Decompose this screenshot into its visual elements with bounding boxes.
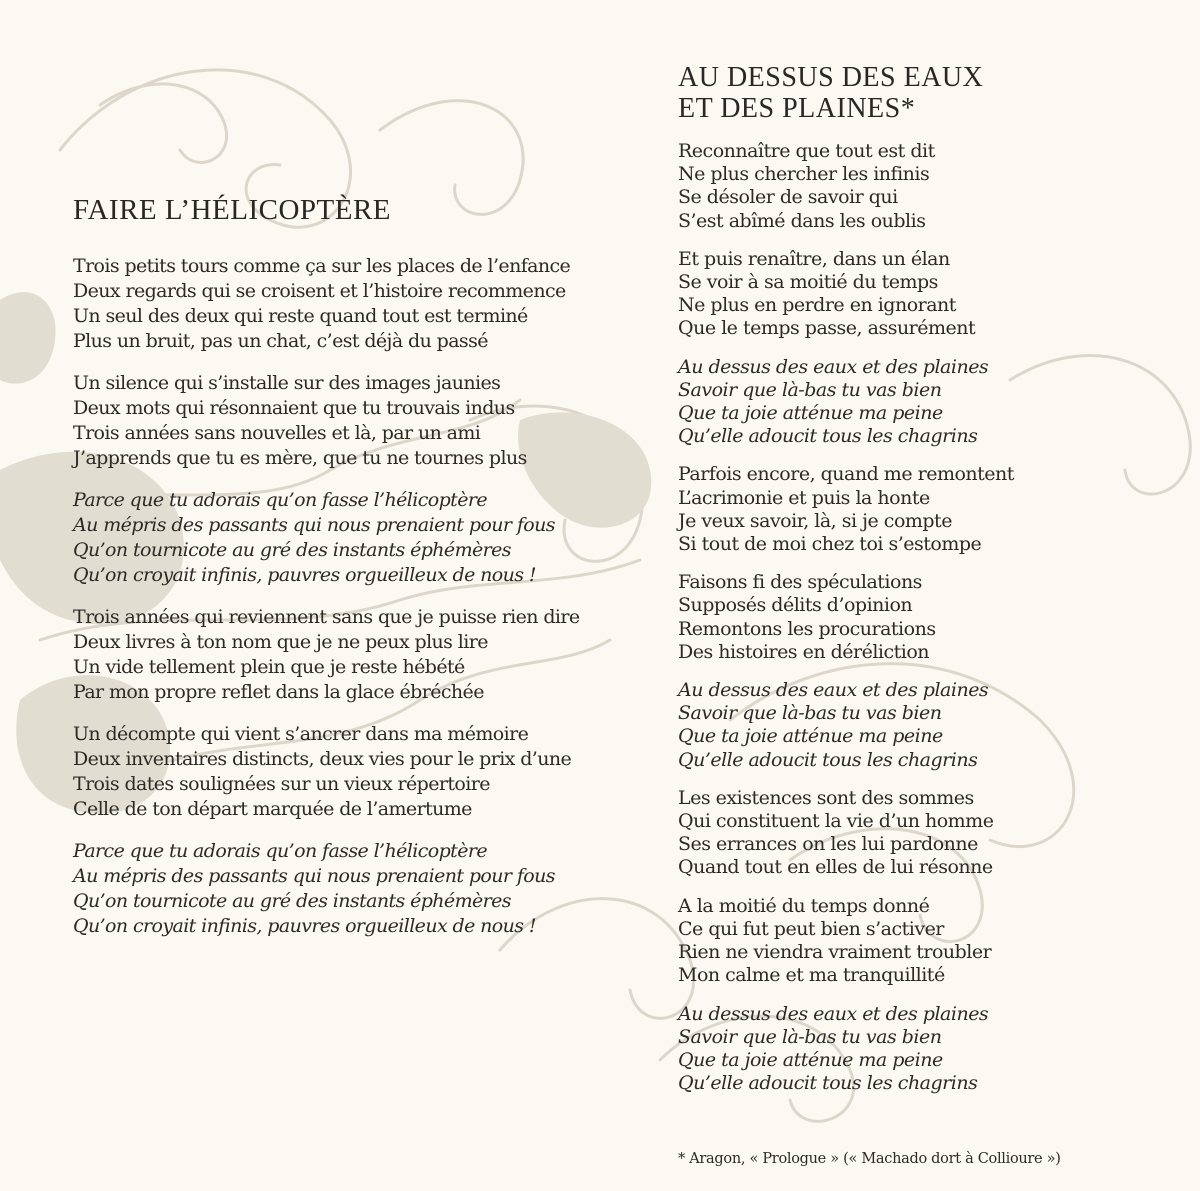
poem-line: Qu’on tournicote au gré des instants éphémères (73, 539, 511, 561)
poem-line: Au mépris des passants qui nous prenaient pour fous (73, 514, 555, 536)
poem-title-line: AU DESSUS DES EAUX (678, 62, 984, 93)
stanza (73, 371, 653, 471)
stanza (73, 254, 653, 354)
poem-line: Deux inventaires distincts, deux vies pour le prix d’une (73, 748, 572, 770)
poem-line: Qu’elle adoucit tous les chagrins (678, 1072, 978, 1095)
refrain-stanza (73, 839, 653, 939)
refrain-stanza (73, 488, 653, 588)
stanza (678, 895, 1178, 988)
poem-title (678, 62, 1178, 124)
poem-line: Savoir que là-bas tu vas bien (678, 1025, 942, 1048)
poem-line: Qui constituent la vie d’un homme (678, 810, 994, 833)
poem-line: S’est abîmé dans les oublis (678, 209, 926, 232)
poem-au-dessus-des-eaux (678, 62, 1178, 1110)
poem-line: Celle de ton départ marquée de l’amertume (73, 798, 472, 820)
refrain-stanza (678, 1003, 1178, 1096)
poem-line: Se désoler de savoir qui (678, 186, 898, 209)
poem-line: J’apprends que tu es mère, que tu ne tournes plus (73, 447, 527, 469)
poem-line: Un vide tellement plein que je reste hébété (73, 656, 465, 678)
poem-line: Ne plus en perdre en ignorant (678, 294, 956, 317)
poem-line: Savoir que là-bas tu vas bien (678, 378, 942, 401)
poem-line: Ne plus chercher les infinis (678, 163, 930, 186)
poem-line: Trois petits tours comme ça sur les places de l’enfance (73, 255, 571, 277)
poem-faire-helicoptere (73, 192, 653, 956)
refrain-stanza (678, 356, 1178, 449)
poem-line: Que le temps passe, assurément (678, 317, 976, 340)
poem-line: Se voir à sa moitié du temps (678, 271, 938, 294)
poem-line: Parfois encore, quand me remontent (678, 463, 1014, 486)
poem-line: Ce qui fut peut bien s’activer (678, 917, 944, 940)
poem-line: Et puis renaître, dans un élan (678, 247, 950, 270)
poem-title: FAIRE L’HÉLICOPTÈRE (73, 194, 392, 226)
poem-line: Si tout de moi chez toi s’estompe (678, 533, 982, 556)
poem-line: Qu’on tournicote au gré des instants éphémères (73, 890, 511, 912)
poem-line: Au dessus des eaux et des plaines (678, 679, 989, 702)
poem-line: Quand tout en elles de lui résonne (678, 856, 993, 879)
poem-line: Qu’elle adoucit tous les chagrins (678, 748, 978, 771)
poem-line: Par mon propre reflet dans la glace ébréchée (73, 681, 484, 703)
poem-line: Ses errances on les lui pardonne (678, 833, 978, 856)
poem-line: Deux regards qui se croisent et l’histoire recommence (73, 280, 566, 302)
poem-line: Je veux savoir, là, si je compte (678, 509, 952, 532)
poem-line: Trois années sans nouvelles et là, par un ami (73, 422, 481, 444)
poem-line: Qu’on croyait infinis, pauvres orgueilleux de nous ! (73, 915, 536, 937)
poem-line: Que ta joie atténue ma peine (678, 402, 943, 425)
poem-line: Parce que tu adorais qu’on fasse l’hélicoptère (73, 840, 487, 862)
poem-line: Au dessus des eaux et des plaines (678, 355, 989, 378)
poem-line: Plus un bruit, pas un chat, c’est déjà du passé (73, 330, 488, 352)
stanza (73, 722, 653, 822)
refrain-stanza (678, 679, 1178, 772)
poem-line: Reconnaître que tout est dit (678, 140, 935, 162)
poem-line: Un décompte qui vient s’ancrer dans ma mémoire (73, 723, 529, 745)
poem-line: Qu’elle adoucit tous les chagrins (678, 425, 978, 448)
stanza (678, 571, 1178, 664)
poem-line: Les existences sont des sommes (678, 786, 974, 809)
poem-line: Au mépris des passants qui nous prenaient pour fous (73, 865, 555, 887)
poem-line: Que ta joie atténue ma peine (678, 1048, 943, 1071)
poem-line: Un silence qui s’installe sur des images jaunies (73, 372, 501, 394)
poem-line: Trois dates soulignées sur un vieux répertoire (73, 773, 490, 795)
poem-line: Remontons les procurations (678, 617, 936, 640)
poem-title-line: ET DES PLAINES* (678, 93, 916, 124)
poem-line: Des histoires en déréliction (678, 640, 930, 663)
poem-line: L’acrimonie et puis la honte (678, 486, 930, 509)
poem-line: Savoir que là-bas tu vas bien (678, 702, 942, 725)
stanza (678, 787, 1178, 880)
poem-line: Mon calme et ma tranquillité (678, 964, 945, 987)
stanza (678, 248, 1178, 341)
poem-line: A la moitié du temps donné (678, 894, 930, 917)
footnote: * Aragon, « Prologue » (« Machado dort à Collioure ») (678, 1151, 1061, 1167)
stanza (678, 140, 1178, 233)
poem-line: Deux mots qui résonnaient que tu trouvais indus (73, 397, 515, 419)
poem-line: Deux livres à ton nom que je ne peux plus lire (73, 631, 488, 653)
poem-line: Supposés délits d’opinion (678, 594, 913, 617)
poem-line: Qu’on croyait infinis, pauvres orgueilleux de nous ! (73, 564, 536, 586)
poem-line: Parce que tu adorais qu’on fasse l’hélicoptère (73, 489, 487, 511)
poem-line: Que ta joie atténue ma peine (678, 725, 943, 748)
poem-line: Faisons fi des spéculations (678, 571, 922, 594)
poem-line: Un seul des deux qui reste quand tout est terminé (73, 305, 528, 327)
poem-line: Trois années qui reviennent sans que je puisse rien dire (73, 606, 580, 628)
poem-line: Au dessus des eaux et des plaines (678, 1002, 989, 1025)
stanza (678, 463, 1178, 556)
stanza (73, 605, 653, 705)
poem-line: Rien ne viendra vraiment troubler (678, 941, 992, 964)
